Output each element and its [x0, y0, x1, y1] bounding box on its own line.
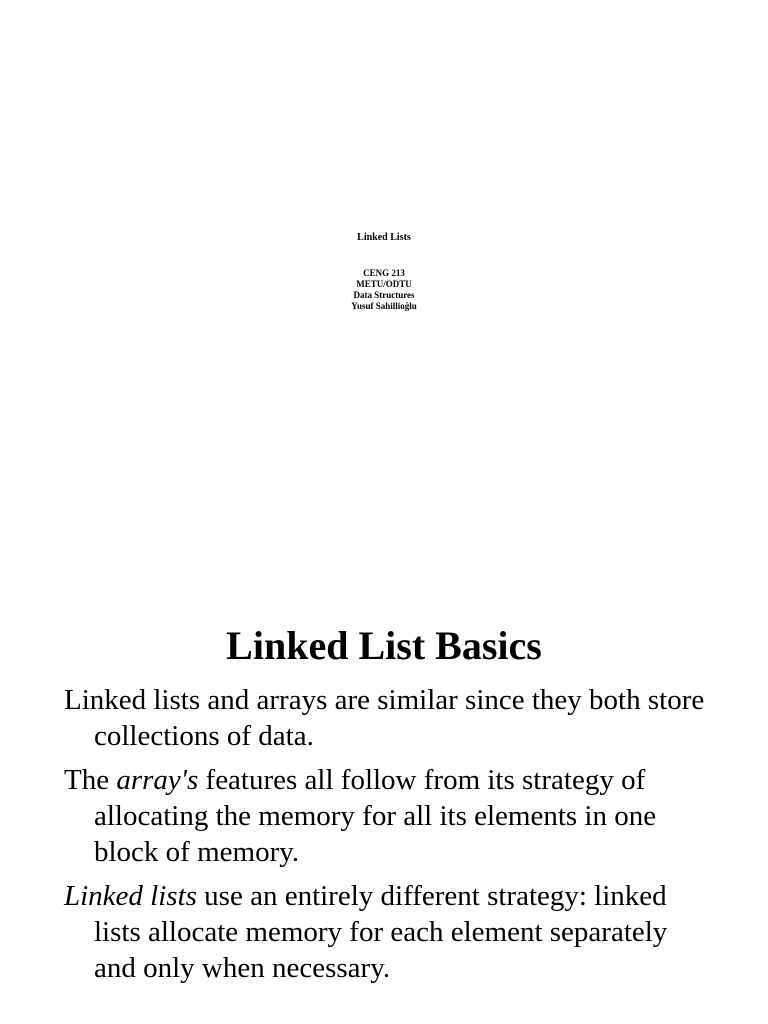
- paragraph-2: [0, 762, 768, 870]
- paragraph-1: Linked lists and arrays are similar since they both store collections of data.: [64, 684, 705, 752]
- slide-heading: Linked List Basics: [226, 623, 542, 668]
- paragraph-3: [0, 878, 768, 986]
- subject-name: Data Structures: [353, 290, 415, 300]
- course-info: [0, 268, 768, 312]
- paragraph-3-rest: use an entirely different strategy: linked lists allocate memory for each element separately and only when necessary.: [94, 880, 668, 984]
- paragraph-2-prefix: The: [64, 764, 117, 796]
- title-slide: [0, 232, 768, 312]
- university-name: METU/ODTU: [356, 279, 412, 289]
- course-code: CENG 213: [363, 268, 405, 278]
- lecture-title: Linked Lists: [357, 232, 411, 243]
- paragraph-3-emphasis: Linked lists: [64, 880, 197, 912]
- paragraph-2-emphasis: array's: [116, 764, 199, 796]
- paragraph-2-rest: features all follow from its strategy of allocating the memory for all its elements in one block of memory.: [94, 764, 657, 868]
- content-slide: [0, 618, 768, 994]
- instructor-name: Yusuf Sahillioğlu: [351, 301, 417, 311]
